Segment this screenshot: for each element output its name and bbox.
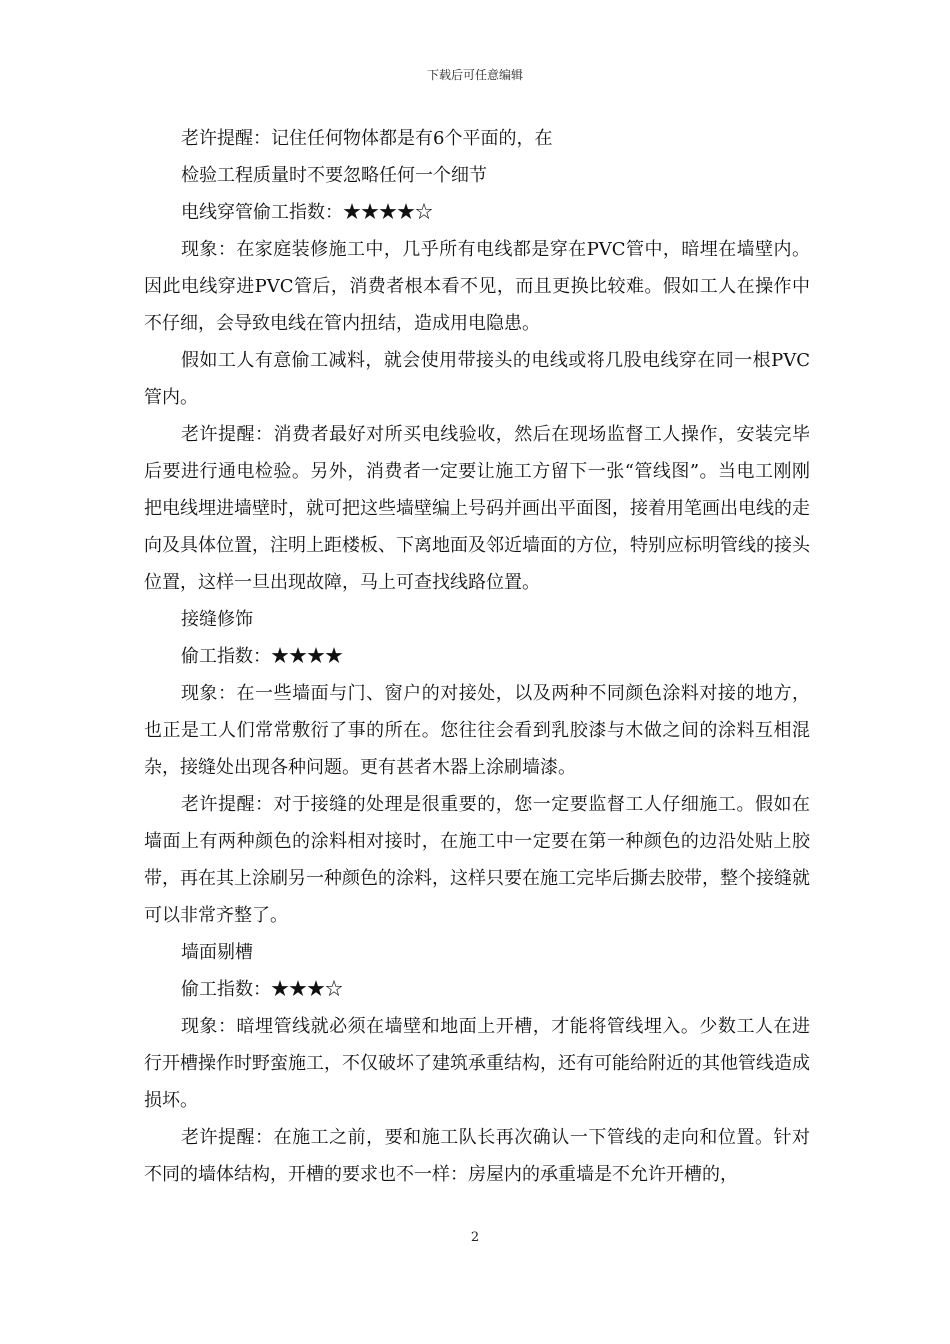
paragraph: 老许提醒：消费者最好对所买电线验收，然后在现场监督工人操作，安装完毕后要进行通电检验。另外，消费者一定要让施工方留下一张“管线图”。当电工刚刚把电线埋进墙壁时，就可把这些墙壁编上号码并画出平面图，接着用笔画出电线的走向及具体位置，注明上距楼板、下离地面及邻近墙面的方位，特别应标明管线的接头位置，这样一旦出现故障，马上可查找线路位置。 bbox=[144, 424, 810, 593]
page-number: 2 bbox=[470, 1230, 480, 1245]
paragraph: 老许提醒：对于接缝的处理是很重要的，您一定要监督工人仔细施工。假如在墙面上有两种颜色的涂料相对接时，在施工中一定要在第一种颜色的边沿处贴上胶带，再在其上涂刷另一种颜色的涂料，这样只要在施工完毕后撕去胶带，整个接缝就可以非常齐整了。 bbox=[144, 794, 810, 926]
rating-line: 偷工指数：★★★☆ bbox=[181, 979, 343, 1000]
paragraph: 现象：暗埋管线就必须在墙壁和地面上开槽，才能将管线埋入。少数工人在进行开槽操作时野蛮施工，不仅破坏了建筑承重结构，还有可能给附近的其他管线造成损坏。 bbox=[144, 1016, 810, 1111]
paragraph: 现象：在一些墙面与门、窗户的对接处，以及两种不同颜色涂料对接的地方，也正是工人们常常敷衍了事的所在。您往往会看到乳胶漆与木做之间的涂料互相混杂，接缝处出现各种问题。更有甚者木器上涂刷墙漆。 bbox=[144, 683, 810, 778]
page-body bbox=[144, 120, 810, 1193]
section-heading: 墙面剔槽 bbox=[181, 942, 253, 963]
paragraph: 检验工程质量时不要忽略任何一个细节 bbox=[181, 165, 487, 186]
paragraph: 老许提醒：在施工之前，要和施工队长再次确认一下管线的走向和位置。针对不同的墙体结构，开槽的要求也不一样：房屋内的承重墙是不允许开槽的， bbox=[144, 1127, 810, 1185]
section-heading: 接缝修饰 bbox=[181, 609, 253, 630]
paragraph: 现象：在家庭装修施工中，几乎所有电线都是穿在PVC管中，暗埋在墙壁内。因此电线穿进PVC管后，消费者根本看不见，而且更换比较难。假如工人在操作中不仔细，会导致电线在管内扭结，造成用电隐患。 bbox=[144, 239, 810, 334]
page-header: 下载后可任意编辑 bbox=[426, 68, 523, 82]
rating-line: 偷工指数：★★★★ bbox=[181, 646, 343, 667]
paragraph: 假如工人有意偷工减料，就会使用带接头的电线或将几股电线穿在同一根PVC管内。 bbox=[144, 350, 810, 408]
section-heading: 电线穿管偷工指数：★★★★☆ bbox=[181, 202, 433, 223]
paragraph: 老许提醒：记住任何物体都是有6个平面的，在 bbox=[181, 128, 553, 149]
